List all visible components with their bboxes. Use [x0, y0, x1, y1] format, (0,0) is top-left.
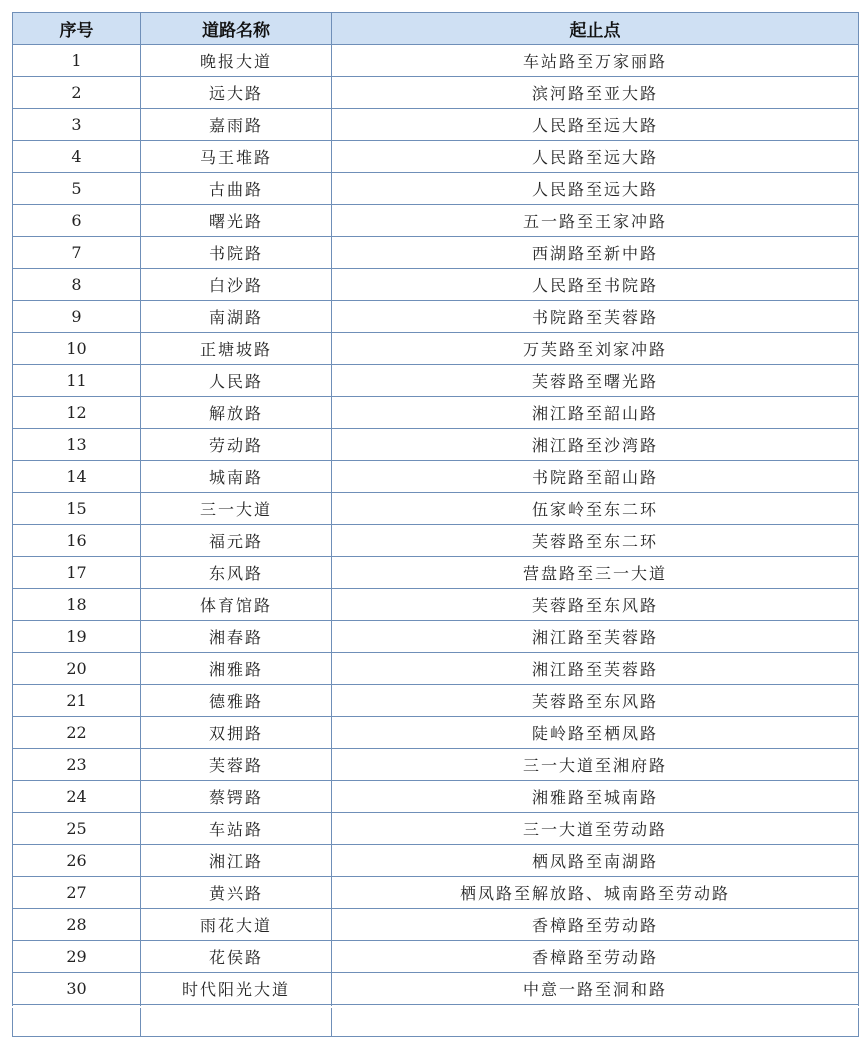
header-start-end: 起止点	[332, 13, 859, 45]
cell-road-name: 东风路	[141, 557, 332, 589]
cell-start-end: 湘江路至芙蓉路	[332, 621, 859, 653]
table-row	[13, 653, 859, 685]
cell-serial-number: 24	[13, 781, 141, 813]
cell-start-end: 栖凤路至解放路、城南路至劳动路	[332, 877, 859, 909]
cell-road-name: 晚报大道	[141, 45, 332, 77]
cell-start-end: 伍家岭至东二环	[332, 493, 859, 525]
cell-serial-number: 4	[13, 141, 141, 173]
table-row	[13, 397, 859, 429]
cell-start-end: 香樟路至劳动路	[332, 909, 859, 941]
cell-start-end: 芙蓉路至东风路	[332, 589, 859, 621]
cell-start-end: 芙蓉路至曙光路	[332, 365, 859, 397]
table-row	[13, 365, 859, 397]
cell-serial-number: 27	[13, 877, 141, 909]
cell-road-name: 体育馆路	[141, 589, 332, 621]
cell-start-end: 湘江路至沙湾路	[332, 429, 859, 461]
table-row	[13, 77, 859, 109]
cell-start-end: 栖凤路至南湖路	[332, 845, 859, 877]
cell-road-name: 福元路	[141, 525, 332, 557]
table-row	[13, 973, 859, 1005]
table-header-row	[13, 13, 859, 45]
table-row	[13, 109, 859, 141]
cell-serial-number: 23	[13, 749, 141, 781]
cell-road-name: 时代阳光大道	[141, 973, 332, 1005]
table-row	[13, 781, 859, 813]
table-row	[13, 205, 859, 237]
cell-road-name: 白沙路	[141, 269, 332, 301]
cell-start-end: 万芙路至刘家冲路	[332, 333, 859, 365]
cell-serial-number: 26	[13, 845, 141, 877]
cell-road-name: 湘春路	[141, 621, 332, 653]
cell-road-name: 远大路	[141, 77, 332, 109]
cell-start-end: 三一大道至劳动路	[332, 813, 859, 845]
cell-start-end: 人民路至远大路	[332, 141, 859, 173]
cell-road-name: 嘉雨路	[141, 109, 332, 141]
table-row	[13, 717, 859, 749]
table-row	[13, 45, 859, 77]
cell-start-end: 湘江路至韶山路	[332, 397, 859, 429]
cell-serial-number: 22	[13, 717, 141, 749]
cell-road-name: 湘江路	[141, 845, 332, 877]
cell-start-end: 芙蓉路至东二环	[332, 525, 859, 557]
table-row	[13, 173, 859, 205]
table-row	[13, 845, 859, 877]
cell-road-name: 曙光路	[141, 205, 332, 237]
cell-serial-number: 25	[13, 813, 141, 845]
table-row	[13, 589, 859, 621]
table-row	[13, 909, 859, 941]
cell-road-name: 德雅路	[141, 685, 332, 717]
cell-road-name: 芙蓉路	[141, 749, 332, 781]
cell-serial-number: 6	[13, 205, 141, 237]
cell-road-name: 正塘坡路	[141, 333, 332, 365]
table-row	[13, 749, 859, 781]
cell-serial-number: 19	[13, 621, 141, 653]
cell-start-end: 香樟路至劳动路	[332, 941, 859, 973]
table-row	[13, 877, 859, 909]
cell-serial-number: 15	[13, 493, 141, 525]
cell-start-end: 中意一路至洞和路	[332, 973, 859, 1005]
cell-serial-number: 28	[13, 909, 141, 941]
cell-serial-number: 5	[13, 173, 141, 205]
cell-serial-number: 10	[13, 333, 141, 365]
cell-serial-number: 2	[13, 77, 141, 109]
cell-road-name: 雨花大道	[141, 909, 332, 941]
table-row	[13, 813, 859, 845]
table-row	[13, 621, 859, 653]
table-row	[13, 685, 859, 717]
cell-start-end: 湘雅路至城南路	[332, 781, 859, 813]
cell-serial-number: 8	[13, 269, 141, 301]
cell-serial-number: 11	[13, 365, 141, 397]
cell-start-end: 陡岭路至栖凤路	[332, 717, 859, 749]
cell-road-name: 书院路	[141, 237, 332, 269]
cell-serial-number: 14	[13, 461, 141, 493]
cell-start-end: 营盘路至三一大道	[332, 557, 859, 589]
cell-serial-number: 1	[13, 45, 141, 77]
cell-serial-number: 30	[13, 973, 141, 1005]
header-road-name: 道路名称	[141, 13, 332, 45]
cell-serial-number: 29	[13, 941, 141, 973]
cell-serial-number: 3	[13, 109, 141, 141]
cell-road-name	[141, 1005, 332, 1037]
cell-serial-number: 20	[13, 653, 141, 685]
cell-road-name: 解放路	[141, 397, 332, 429]
cell-start-end	[332, 1005, 859, 1037]
cell-start-end: 湘江路至芙蓉路	[332, 653, 859, 685]
table-row	[13, 525, 859, 557]
table-row	[13, 333, 859, 365]
table-row	[13, 237, 859, 269]
header-serial-number: 序号	[13, 13, 141, 45]
cell-serial-number: 17	[13, 557, 141, 589]
cell-serial-number	[13, 1005, 141, 1037]
road-table	[12, 12, 859, 1037]
table-row	[13, 269, 859, 301]
cell-serial-number: 18	[13, 589, 141, 621]
table-row	[13, 493, 859, 525]
table-row	[13, 941, 859, 973]
table-row	[13, 461, 859, 493]
cell-start-end: 书院路至韶山路	[332, 461, 859, 493]
cell-start-end: 人民路至远大路	[332, 109, 859, 141]
cell-start-end: 滨河路至亚大路	[332, 77, 859, 109]
cell-serial-number: 13	[13, 429, 141, 461]
cell-serial-number: 21	[13, 685, 141, 717]
cell-road-name: 人民路	[141, 365, 332, 397]
cell-road-name: 劳动路	[141, 429, 332, 461]
cell-road-name: 城南路	[141, 461, 332, 493]
cell-start-end: 三一大道至湘府路	[332, 749, 859, 781]
cell-road-name: 古曲路	[141, 173, 332, 205]
cell-start-end: 人民路至书院路	[332, 269, 859, 301]
cell-road-name: 南湖路	[141, 301, 332, 333]
cell-start-end: 车站路至万家丽路	[332, 45, 859, 77]
cell-start-end: 芙蓉路至东风路	[332, 685, 859, 717]
table-row	[13, 557, 859, 589]
cell-road-name: 车站路	[141, 813, 332, 845]
cell-start-end: 西湖路至新中路	[332, 237, 859, 269]
cell-road-name: 马王堆路	[141, 141, 332, 173]
cell-start-end: 人民路至远大路	[332, 173, 859, 205]
table-row	[13, 1005, 859, 1037]
cell-serial-number: 9	[13, 301, 141, 333]
table-row	[13, 429, 859, 461]
cell-start-end: 书院路至芙蓉路	[332, 301, 859, 333]
cell-start-end: 五一路至王家冲路	[332, 205, 859, 237]
table-row	[13, 141, 859, 173]
cell-road-name: 双拥路	[141, 717, 332, 749]
cell-road-name: 三一大道	[141, 493, 332, 525]
cell-road-name: 花侯路	[141, 941, 332, 973]
cell-road-name: 湘雅路	[141, 653, 332, 685]
cell-serial-number: 16	[13, 525, 141, 557]
cell-serial-number: 12	[13, 397, 141, 429]
table-row	[13, 301, 859, 333]
cell-serial-number: 7	[13, 237, 141, 269]
cell-road-name: 黄兴路	[141, 877, 332, 909]
cell-road-name: 蔡锷路	[141, 781, 332, 813]
